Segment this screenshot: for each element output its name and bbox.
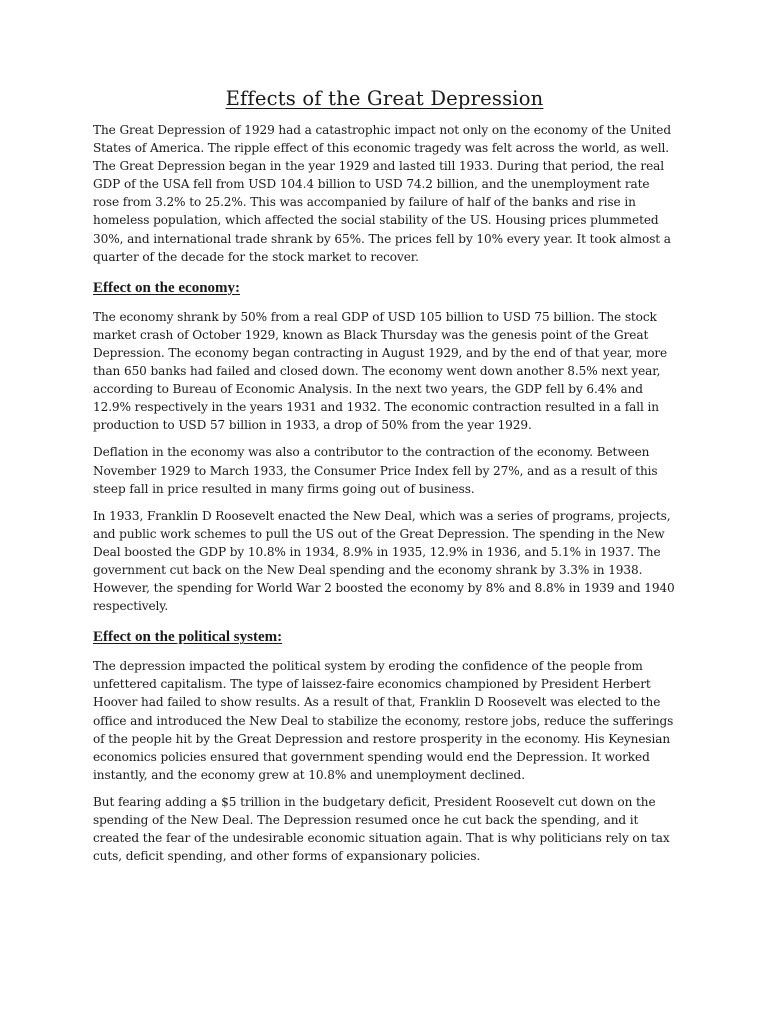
economy-paragraph-3: In 1933, Franklin D Roosevelt enacted the New Deal, which was a series of programs, projects, and public work schemes to pull the US out of the Great Depression. The spending in the New Deal boosted the GDP by 10.8% in 1934, 8.9% in 1935, 12.9% in 1936, and 5.1% in 1937. The government cut back on the New Deal spending and the economy shrank by 3.3% in 1938. However, the spending for World War 2 boosted the economy by 8% and 8.8% in 1939 and 1940 respectively. xyxy=(93,508,675,614)
section-heading-political: Effect on the political system: xyxy=(93,629,283,646)
economy-paragraph-1: The economy shrank by 50% from a real GDP of USD 105 billion to USD 75 billion. The stock market crash of October 1929, known as Black Thursday was the genesis point of the Great Depression. The economy began contracting in August 1929, and by the end of that year, more than 650 banks had failed and closed down. The economy went down another 8.5% next year, according to Bureau of Economic Analysis. In the next two years, the GDP fell by 6.4% and 12.9% respectively in the years 1931 and 1932. The economic contraction resulted in a fall in production to USD 57 billion in 1933, a drop of 50% from the year 1929. xyxy=(93,309,668,433)
political-paragraph-2: But fearing adding a $5 trillion in the budgetary deficit, President Roosevelt cut down on the spending of the New Deal. The Depression resumed once he cut back the spending, and it created the fear of the undesirable economic situation again. That is why politicians rely on tax cuts, deficit spending, and other forms of expansionary policies. xyxy=(93,794,670,864)
political-paragraph-1: The depression impacted the political system by eroding the confidence of the people from unfettered capitalism. The type of laissez-faire economics championed by President Herbert Hoover had failed to show results. As a result of that, Franklin D Roosevelt was elected to the office and introduced the New Deal to stabilize the economy, restore jobs, reduce the sufferings of the people hit by the Great Depression and restore prosperity in the economy. His Keynesian economics policies ensured that government spending would end the Depression. It worked instantly, and the economy grew at 10.8% and unemployment declined. xyxy=(93,659,674,782)
economy-paragraph-2: Deflation in the economy was also a contributor to the contraction of the economy. Between November 1929 to March 1933, the Consumer Price Index fell by 27%, and as a result of this steep fall in price resulted in many firms going out of business. xyxy=(93,445,658,496)
intro-paragraph: The Great Depression of 1929 had a catastrophic impact not only on the economy of the United States of America. The ripple effect of this economic tragedy was felt across the world, as well. The Great Depression began in the year 1929 and lasted till 1933. During that period, the real GDP of the USA fell from USD 104.4 billion to USD 74.2 billion, and the unemployment rate rose from 3.2% to 25.2%. This was accompanied by failure of half of the banks and rise in homeless population, which affected the social stability of the US. Housing prices plummeted 30%, and international trade shrank by 65%. The prices fell by 10% every year. It took almost a quarter of the decade for the stock market to recover. xyxy=(93,123,671,264)
document-title: Effects of the Great Depression xyxy=(225,87,544,110)
section-heading-economy: Effect on the economy: xyxy=(93,279,241,296)
